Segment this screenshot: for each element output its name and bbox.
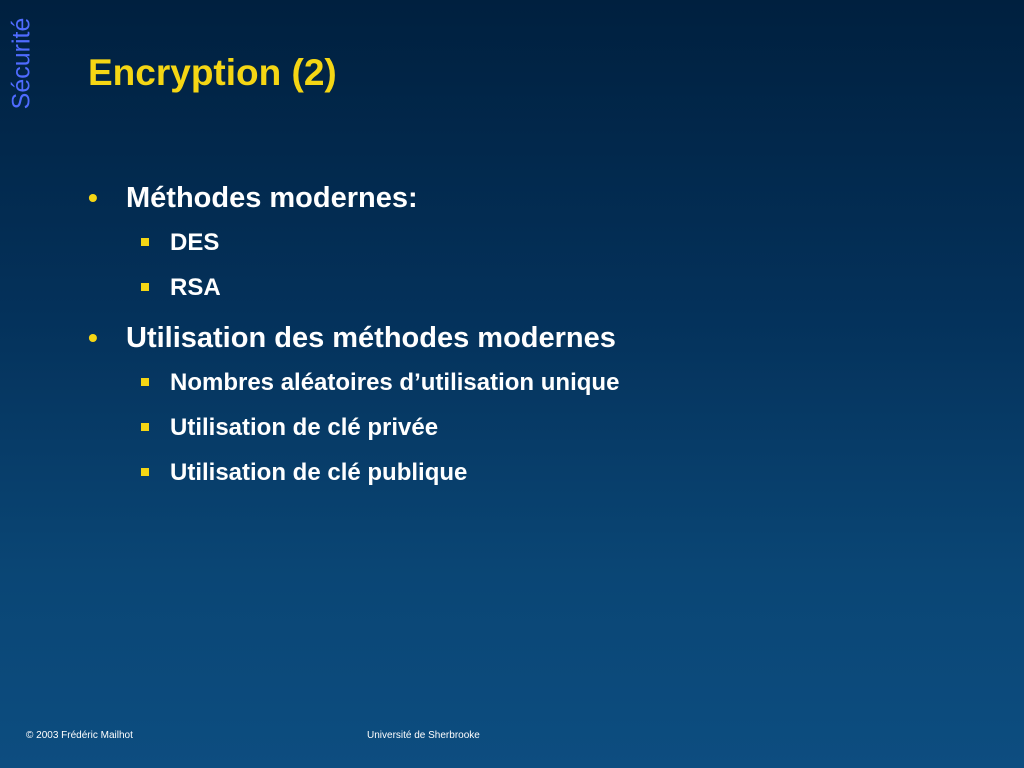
bullet-text: Utilisation des méthodes modernes [126,322,616,354]
sub-bullet-text: DES [170,229,220,256]
sub-bullet-text: Utilisation de clé publique [170,459,468,486]
bullet-text: Méthodes modernes: [126,182,418,214]
sub-bullet-item [88,220,988,265]
sub-bullet-item [88,360,988,405]
section-title-text: Sécurité [7,17,36,109]
round-bullet-icon: • [88,322,98,353]
sub-bullet-text: RSA [170,274,221,301]
footer-copyright: © 2003 Frédéric Mailhot [26,730,133,741]
square-bullet-icon [141,468,149,476]
square-bullet-icon [141,378,149,386]
square-bullet-icon [141,283,149,291]
round-bullet-icon: • [88,182,98,213]
slide-title: Encryption (2) [88,52,337,93]
sub-bullet-text: Nombres aléatoires d’utilisation unique [170,369,620,396]
square-bullet-icon [141,238,149,246]
bullet-item [88,176,988,220]
section-title [2,8,42,118]
sub-bullet-item [88,450,988,495]
square-bullet-icon [141,423,149,431]
sub-bullet-item [88,265,988,310]
bullet-item [88,316,988,360]
sub-bullet-item [88,405,988,450]
footer-institution: Université de Sherbrooke [367,730,480,741]
sub-bullet-text: Utilisation de clé privée [170,414,439,441]
bullet-list [88,176,988,495]
